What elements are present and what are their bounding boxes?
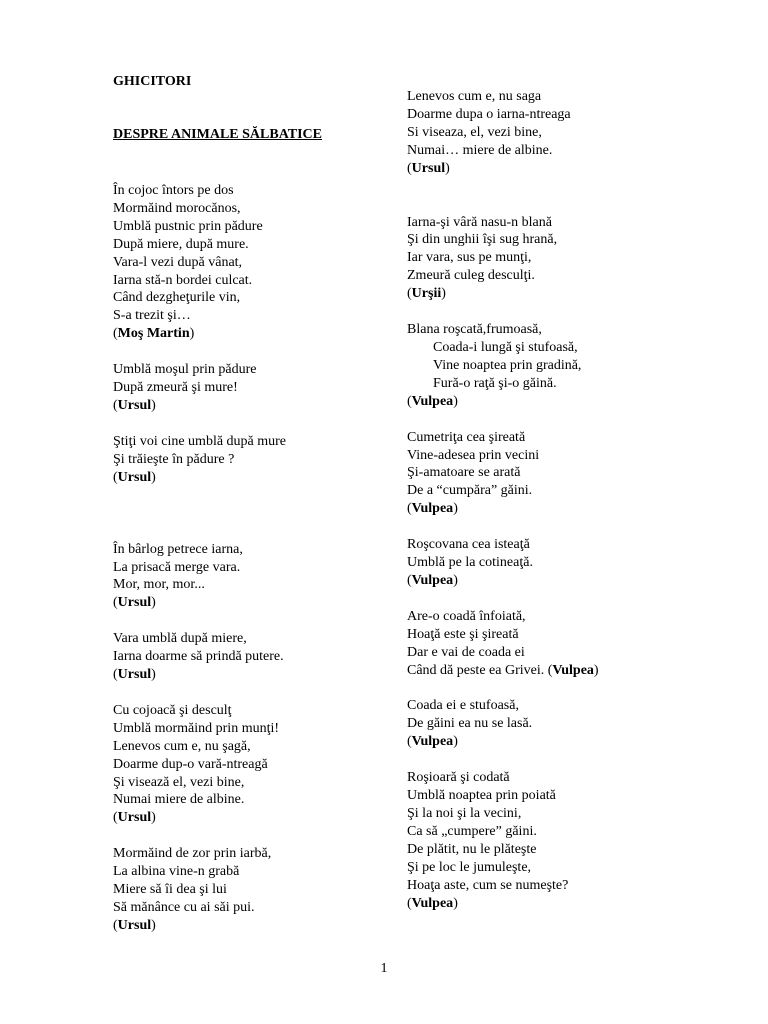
riddle-line: Iar vara, sus pe munţi,	[407, 250, 532, 266]
riddle-line: Coada ei e stufoasă,	[407, 698, 519, 714]
riddle-line: Şi din unghii îşi sug hrană,	[407, 232, 558, 248]
riddle-line: La prisacă merge vara.	[113, 559, 241, 575]
riddle-line: După zmeură şi mure!	[113, 380, 238, 396]
answer-text: Vulpea	[411, 393, 454, 409]
riddle-answer: (Ursul)	[113, 469, 156, 485]
riddle-line: Hoaţă este şi şireată	[407, 626, 519, 642]
riddle-line: Are-o coadă înfoiată,	[407, 608, 526, 624]
answer-text: Vulpea	[411, 734, 454, 750]
riddle-line: În bârlog petrece iarna,	[113, 541, 243, 557]
riddle-answer: (Vulpea)	[407, 734, 458, 750]
answer-text: Vulpea	[552, 662, 594, 678]
riddle-line: În cojoc întors pe dos	[113, 183, 234, 198]
riddle-stanza	[407, 697, 717, 751]
stanza-spacer	[407, 303, 717, 321]
riddle-answer: (Vulpea)	[407, 572, 458, 588]
riddle-answer: (Moş Martin)	[113, 326, 195, 342]
riddle-line: Doarme dupa o iarna-ntreaga	[407, 106, 571, 122]
section-subtitle: DESPRE ANIMALE SĂLBATICE	[113, 127, 323, 142]
stanza-spacer	[113, 827, 373, 845]
riddle-line: Să mănânce cu ai săi pui.	[113, 900, 255, 915]
riddle-line: Iarna stă-n bordei culcat.	[113, 272, 253, 288]
answer-text: Ursul	[117, 810, 152, 826]
riddle-line: De a “cumpăra” găini.	[407, 483, 533, 499]
riddle-answer: (Ursul)	[113, 810, 156, 826]
answer-text: Ursul	[117, 917, 152, 933]
riddle-line: Lenevos cum e, nu şagă,	[113, 738, 251, 754]
riddle-stanza	[407, 321, 717, 411]
riddle-line: Hoaţa aste, cum se numeşte?	[407, 877, 569, 893]
riddle-answer: (Vulpea)	[407, 895, 458, 911]
riddle-line: Miere să îi dea şi lui	[113, 882, 227, 898]
riddle-line: Umblă pustnic prin pădure	[113, 218, 263, 234]
riddle-stanza	[113, 433, 373, 487]
riddle-line: Mor, mor, mor...	[113, 577, 205, 593]
riddle-line: Umblă noaptea prin poiată	[407, 788, 556, 804]
riddle-line: Numai miere de albine.	[113, 792, 245, 808]
riddle-line: Numai… miere de albine.	[407, 142, 553, 158]
riddle-line: Umblă moşul prin pădure	[113, 362, 257, 378]
riddle-line: De găini ea nu se lasă.	[407, 716, 533, 732]
riddle-line: Când dezgheţurile vin,	[113, 290, 241, 306]
riddle-line: Ca să „cumpere” găini.	[407, 823, 537, 839]
riddle-line: Şi la noi şi la vecini,	[407, 806, 522, 821]
answer-text: Ursul	[117, 397, 152, 413]
riddle-line: Lenevos cum e, nu saga	[407, 89, 542, 104]
riddle-answer: (Ursul)	[113, 917, 156, 933]
answer-text: Vulpea	[411, 895, 454, 911]
riddle-stanza	[113, 541, 373, 613]
riddle-line: Ştiţi voi cine umblă după mure	[113, 433, 287, 449]
riddle-answer: (Urşii)	[407, 286, 446, 302]
answer-text: Ursul	[117, 595, 152, 611]
riddle-answer: Când dă peste ea Grivei. (Vulpea)	[407, 662, 599, 678]
riddle-line: Roşioară şi codată	[407, 770, 510, 786]
document-title: GHICITORI	[113, 74, 192, 89]
riddle-line: Şi visează el, vezi bine,	[113, 774, 245, 790]
riddle-stanza	[407, 214, 717, 304]
stanza-spacer	[407, 411, 717, 429]
riddle-answer: (Vulpea)	[407, 393, 458, 409]
riddle-line: După miere, după mure.	[113, 236, 249, 252]
stanza-spacer	[407, 751, 717, 769]
stanza-spacer	[113, 487, 373, 541]
riddle-line: Coada-i lungă şi stufoasă,	[433, 339, 578, 355]
left-column	[113, 182, 373, 935]
riddle-line: Umblă pe la cotineaţă.	[407, 555, 533, 571]
riddle-stanza	[113, 702, 373, 827]
riddle-line: Şi trăieşte în pădure ?	[113, 451, 235, 467]
riddle-line: Când dă peste ea Grivei.	[407, 662, 545, 678]
riddle-line: Dar e vai de coada ei	[407, 644, 525, 660]
stanza-spacer	[407, 518, 717, 536]
riddle-line: Vine-adesea prin vecini	[407, 447, 540, 463]
riddle-answer: (Ursul)	[113, 397, 156, 413]
riddle-line: Umblă mormăind prin munţi!	[113, 720, 280, 736]
stanza-spacer	[407, 178, 717, 214]
riddle-line: De plătit, nu le plăteşte	[407, 841, 537, 857]
riddle-line: Fură-o raţă şi-o găină.	[433, 375, 557, 391]
riddle-line: Si viseaza, el, vezi bine,	[407, 124, 542, 140]
riddle-line: Vara umblă după miere,	[113, 631, 247, 647]
riddle-stanza	[407, 536, 717, 590]
riddle-line: Mormăind morocănos,	[113, 200, 241, 216]
riddle-line: Cu cojoacă şi desculţ	[113, 702, 232, 718]
riddle-line: Iarna doarme să prindă putere.	[113, 649, 284, 665]
riddle-stanza	[113, 630, 373, 684]
riddle-stanza	[113, 361, 373, 415]
answer-text: Vulpea	[411, 572, 454, 588]
stanza-spacer	[407, 679, 717, 697]
riddle-line: Zmeură culeg desculţi.	[407, 268, 535, 284]
riddle-line: Doarme dup-o vară-ntreagă	[113, 756, 268, 772]
riddle-line: S-a trezit şi…	[113, 308, 191, 324]
riddle-line: Vara-l vezi după vânat,	[113, 254, 243, 270]
riddle-answer: (Vulpea)	[407, 501, 458, 517]
answer-text: Ursul	[117, 469, 152, 485]
riddle-stanza	[113, 845, 373, 935]
riddle-answer: (Ursul)	[113, 595, 156, 611]
riddle-stanza	[407, 88, 717, 178]
riddle-line: Şi-amatoare se arată	[407, 465, 521, 481]
right-column	[407, 88, 717, 912]
stanza-spacer	[113, 343, 373, 361]
riddle-line: Roşcovana cea isteaţă	[407, 537, 530, 553]
answer-text: Urşii	[411, 286, 442, 302]
stanza-spacer	[407, 590, 717, 608]
riddle-stanza	[407, 608, 717, 680]
stanza-spacer	[113, 612, 373, 630]
riddle-stanza	[113, 182, 373, 343]
riddle-line: Iarna-şi vâră nasu-n blană	[407, 214, 552, 230]
answer-text: Ursul	[411, 160, 446, 176]
answer-text: Ursul	[117, 667, 152, 683]
riddle-stanza	[407, 429, 717, 519]
riddle-stanza	[407, 769, 717, 912]
riddle-line: Blana roşcată,frumoasă,	[407, 322, 542, 338]
riddle-line: Cumetriţa cea şireată	[407, 429, 526, 445]
answer-text: Vulpea	[411, 501, 454, 517]
riddle-line: Şi pe loc le jumuleşte,	[407, 859, 532, 875]
riddle-answer: (Ursul)	[113, 667, 156, 683]
riddle-line: Mormăind de zor prin iarbă,	[113, 846, 272, 862]
stanza-spacer	[113, 415, 373, 433]
riddle-line: La albina vine-n grabă	[113, 864, 240, 880]
answer-text: Moş Martin	[117, 326, 190, 342]
page-number: 1	[380, 961, 388, 976]
riddle-line: Vine noaptea prin gradină,	[433, 357, 582, 373]
riddle-answer: (Ursul)	[407, 160, 450, 176]
stanza-spacer	[113, 684, 373, 702]
